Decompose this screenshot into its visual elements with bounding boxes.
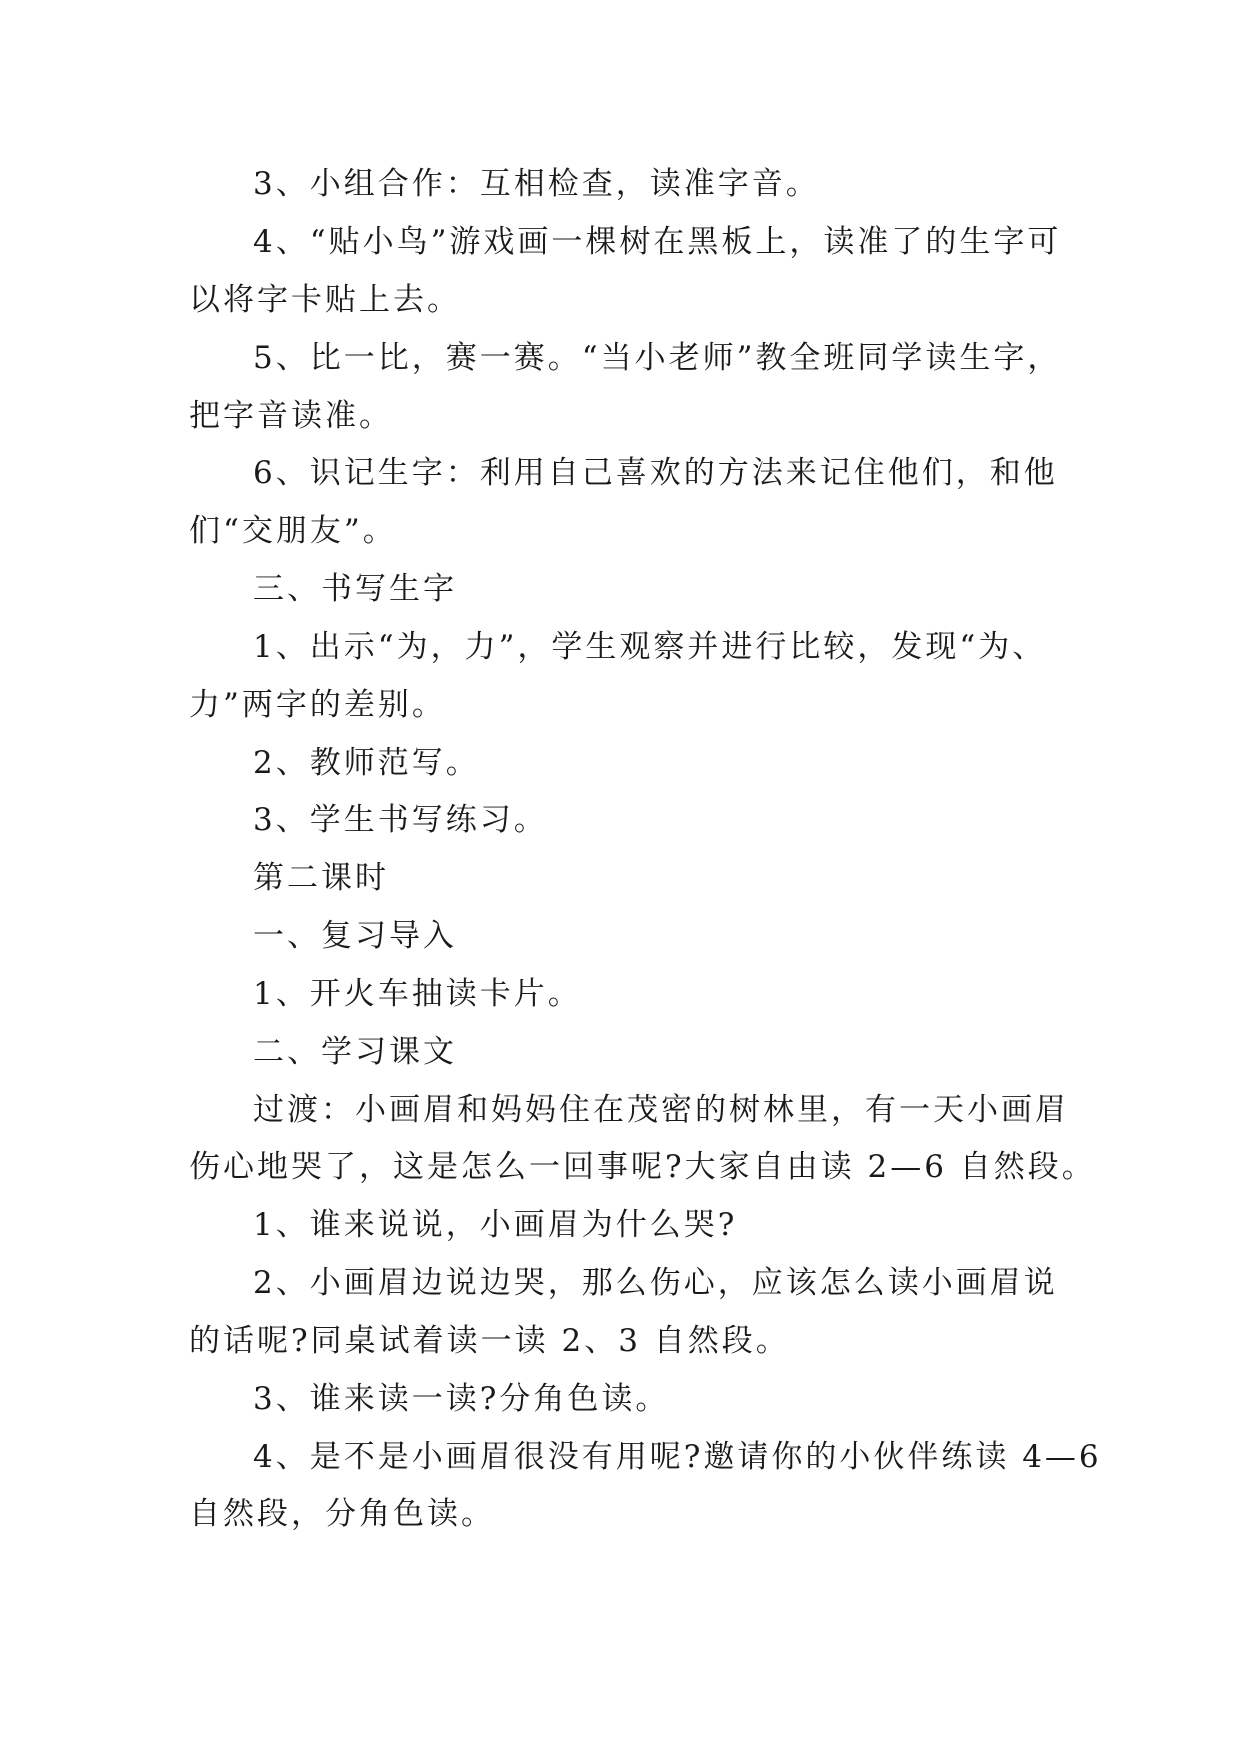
text-line: 1、开火车抽读卡片。 [253, 976, 582, 1012]
text-line: 4、“贴小鸟”游戏画一棵树在黑板上，读准了的生字可 [253, 224, 1062, 260]
text-line: 伤心地哭了，这是怎么一回事呢?大家自由读 2—6 自然段。 [189, 1149, 1096, 1185]
text-line: 们“交朋友”。 [189, 513, 397, 549]
section-heading: 三、书写生字 [253, 571, 457, 607]
text-line: 过渡：小画眉和妈妈住在茂密的树林里，有一天小画眉 [253, 1092, 1069, 1128]
text-line: 5、比一比，赛一赛。“当小老师”教全班同学读生字， [253, 340, 1062, 376]
section-heading: 第二课时 [253, 860, 389, 896]
text-line: 6、识记生字：利用自己喜欢的方法来记住他们，和他 [253, 455, 1058, 491]
text-line: 3、学生书写练习。 [253, 802, 548, 838]
section-heading: 一、复习导入 [253, 918, 457, 954]
section-heading: 二、学习课文 [253, 1034, 457, 1070]
text-line: 2、教师范写。 [253, 745, 480, 781]
text-line: 1、谁来说说，小画眉为什么哭? [253, 1207, 738, 1243]
text-line: 2、小画眉边说边哭，那么伤心，应该怎么读小画眉说 [253, 1265, 1058, 1301]
text-line: 力”两字的差别。 [189, 687, 446, 723]
text-line: 的话呢?同桌试着读一读 2、3 自然段。 [189, 1323, 790, 1359]
text-line: 1、出示“为，力”，学生观察并进行比较，发现“为、 [253, 629, 1047, 665]
text-line: 自然段，分角色读。 [189, 1496, 495, 1532]
text-line: 4、是不是小画眉很没有用呢?邀请你的小伙伴练读 4—6 [253, 1439, 1102, 1475]
text-line: 3、小组合作：互相检查，读准字音。 [253, 166, 820, 202]
text-line: 把字音读准。 [189, 398, 393, 434]
text-line: 3、谁来读一读?分角色读。 [253, 1381, 670, 1417]
text-line: 以将字卡贴上去。 [189, 282, 461, 318]
